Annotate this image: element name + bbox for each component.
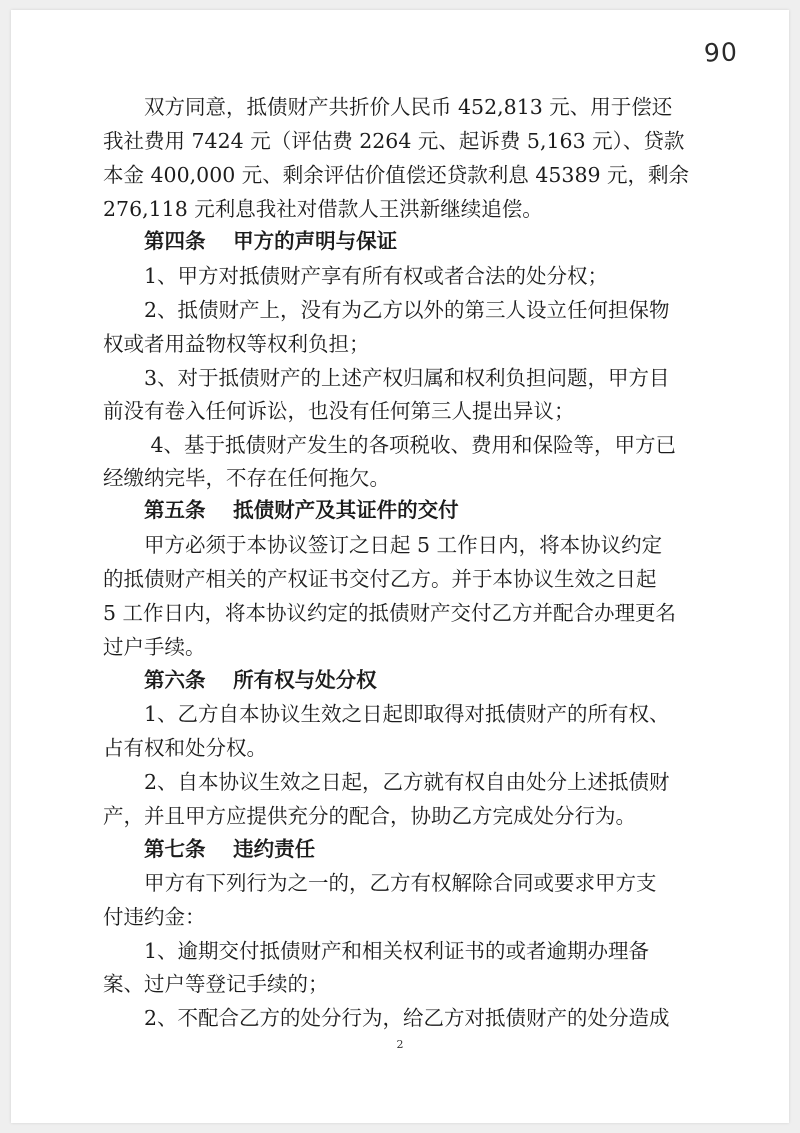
body-line: 甲方必须于本协议签订之日起 5 工作日内，将本协议约定 bbox=[103, 533, 663, 557]
footer-page-number: 2 bbox=[396, 1038, 404, 1051]
body-line: 1、乙方自本协议生效之日起即取得对抵债财产的所有权、 bbox=[103, 702, 670, 726]
body-line: 前没有卷入任何诉讼，也没有任何第三人提出异议； bbox=[103, 399, 575, 423]
body-line: 过户手续。 bbox=[103, 635, 206, 659]
body-line: 2、不配合乙方的处分行为，给乙方对抵债财产的处分造成 bbox=[103, 1006, 670, 1030]
body-line: 本金 400,000 元、剩余评估价值偿还贷款利息 45389 元，剩余 bbox=[103, 163, 690, 187]
section-heading-article-5: 第五条 抵债财产及其证件的交付 bbox=[103, 498, 459, 522]
body-line: 甲方有下列行为之一的，乙方有权解除合同或要求甲方支 bbox=[103, 871, 657, 895]
body-line: 2、自本协议生效之日起，乙方就有权自由处分上述抵债财 bbox=[103, 770, 670, 794]
section-heading-article-4: 第四条 甲方的声明与保证 bbox=[103, 229, 398, 253]
body-line: 案、过户等登记手续的； bbox=[103, 972, 329, 996]
body-line: 付违约金： bbox=[103, 905, 206, 929]
section-heading-article-6: 第六条 所有权与处分权 bbox=[103, 668, 377, 692]
body-line: 2、抵债财产上，没有为乙方以外的第三人设立任何担保物 bbox=[103, 298, 670, 322]
body-line: 我社费用 7424 元（评估费 2264 元、起诉费 5,163 元）、贷款 bbox=[103, 129, 685, 153]
body-line: 产，并且甲方应提供充分的配合，协助乙方完成处分行为。 bbox=[103, 804, 636, 828]
body-line: 4、基于抵债财产发生的各项税收、费用和保险等，甲方已 bbox=[103, 433, 677, 457]
body-line: 权或者用益物权等权利负担； bbox=[103, 332, 370, 356]
body-line: 占有权和处分权。 bbox=[103, 736, 267, 760]
body-line: 的抵债财产相关的产权证书交付乙方。并于本协议生效之日起 bbox=[103, 567, 657, 591]
section-heading-article-7: 第七条 违约责任 bbox=[103, 837, 316, 861]
body-line: 经缴纳完毕，不存在任何拖欠。 bbox=[103, 466, 390, 490]
body-line: 双方同意，抵债财产共折价人民币 452,813 元、用于偿还 bbox=[103, 95, 673, 119]
body-line: 3、对于抵债财产的上述产权归属和权利负担问题，甲方目 bbox=[103, 366, 670, 390]
body-line: 276,118 元利息我社对借款人王洪新继续追偿。 bbox=[103, 197, 543, 221]
body-line: 1、逾期交付抵债财产和相关权利证书的或者逾期办理备 bbox=[103, 939, 650, 963]
handwritten-page-number: 90 bbox=[703, 37, 739, 68]
body-line: 1、甲方对抵债财产享有所有权或者合法的处分权； bbox=[103, 264, 609, 288]
body-line: 5 工作日内，将本协议约定的抵债财产交付乙方并配合办理更名 bbox=[103, 601, 677, 625]
